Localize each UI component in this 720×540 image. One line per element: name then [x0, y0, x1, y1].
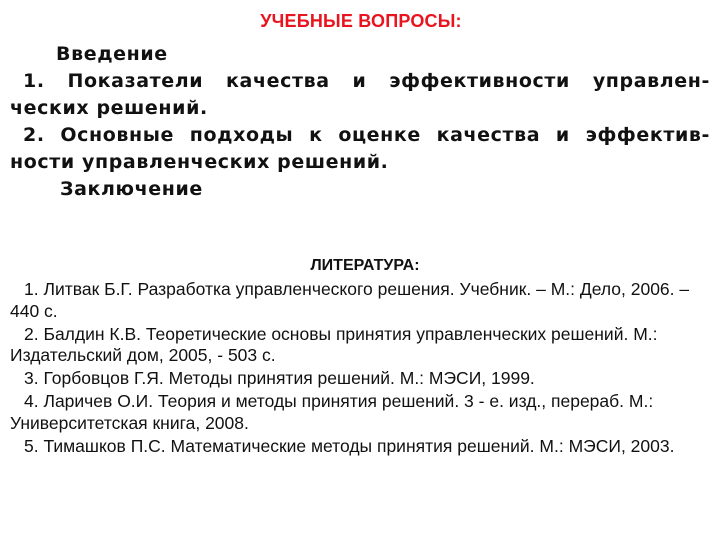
literature-entry-1: 1. Литвак Б.Г. Разработка управленческого решения. Учебник. – М.: Дело, 2006. – 440 с. — [10, 279, 690, 321]
literature-title-text: ЛИТЕРАТУРА: — [310, 257, 420, 274]
literature-entry-3: 3. Горбовцов Г.Я. Методы принятия решений. М.: МЭСИ, 1999. — [24, 368, 535, 388]
question-item-2-line-2: ности управленческих решений. — [10, 151, 389, 173]
literature-entry-4: 4. Ларичев О.И. Теория и методы принятия решений. 3 - е. изд., перераб. М.: Университетская книга, 2008. — [10, 391, 654, 433]
literature-entry-2: 2. Балдин К.В. Теоретические основы принятия управленческих решений. М.: Издательский дом, 2005, - 503 с. — [10, 323, 658, 365]
question-item-2-text: 2. Основные подходы к оценке качества и эффектив- — [23, 124, 710, 146]
question-item-1-line-2: ческих решений. — [10, 97, 208, 119]
literature-title — [0, 256, 720, 276]
question-item-2-line-1 — [10, 122, 710, 149]
question-outro: Заключение — [60, 178, 203, 200]
section-heading — [0, 10, 720, 32]
question-item-1-text: 1. Показатели качества и эффективности управлен- — [23, 70, 710, 92]
question-intro: Введение — [56, 43, 168, 65]
questions-list — [10, 41, 710, 203]
section-heading-text: УЧЕБНЫЕ ВОПРОСЫ: — [260, 11, 462, 31]
literature-entry-5: 5. Тимашков П.С. Математические методы принятия решений. М.: МЭСИ, 2003. — [24, 435, 675, 456]
question-item-1-line-1 — [10, 68, 710, 95]
literature-list — [10, 279, 710, 459]
